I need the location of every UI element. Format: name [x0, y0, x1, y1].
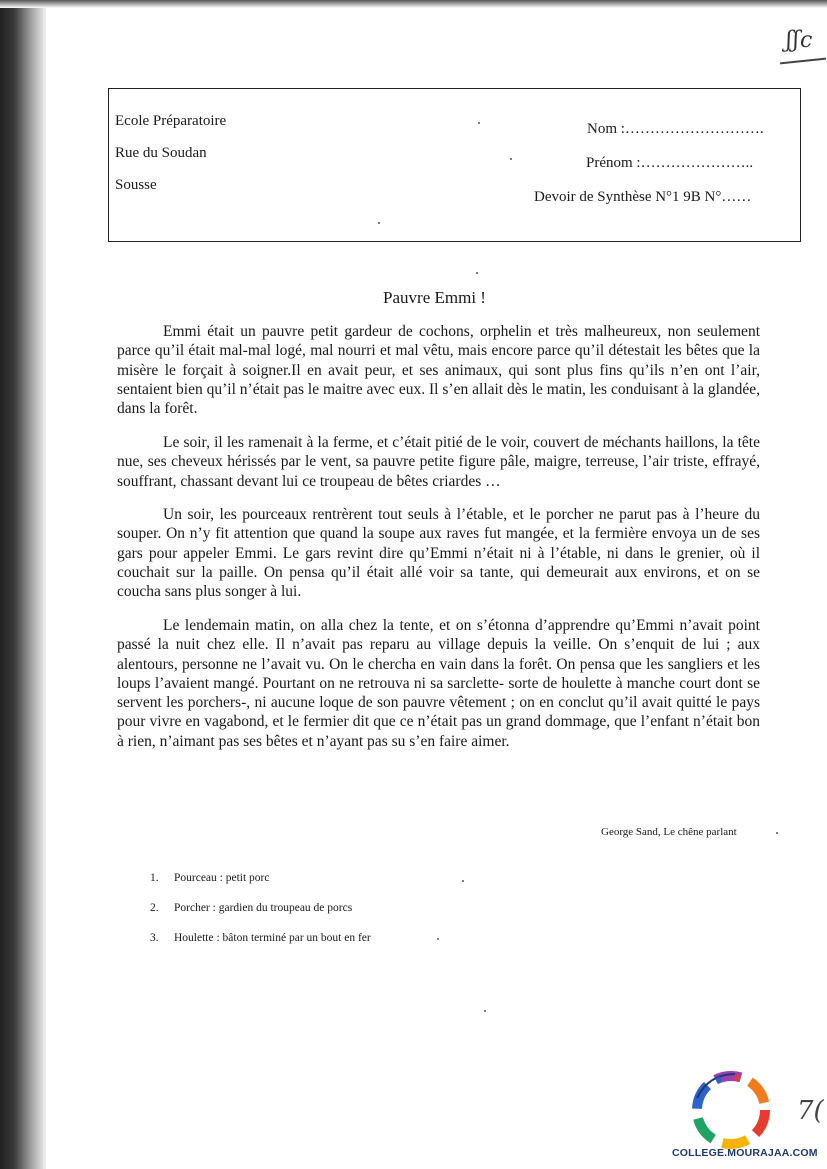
school-city: Sousse	[115, 177, 157, 193]
first-name-field-label: Prénom :…………………..	[586, 155, 754, 171]
note-number: 2.	[150, 902, 159, 914]
school-street: Rue du Soudan	[115, 145, 207, 161]
margin-handwriting: 7(	[797, 1096, 824, 1126]
source-citation: George Sand, Le chêne parlant	[601, 826, 737, 838]
site-logo-icon	[689, 1068, 773, 1152]
scan-speck	[437, 938, 439, 940]
scan-speck	[378, 222, 380, 224]
paragraph-4: Le lendemain matin, on alla chez la tente, et on s’étonna d’apprendre qu’Emmi n’avait point passé la nuit chez elle. Il n’avait pas reparu au village depuis la veille. On s’enquit de lui ; aux alentours, personne ne l’avait vu. On le chercha en vain dans la forêt. On pensa que les sangliers et les loups l’avaient mangé. Pourtant on ne retrouva ni sa sarclette- sorte de houlette à manche court dont se servent les porchers-, ni aucune loque de son pauvre vêtement ; on en conclut qu’il avait quitté le pays pour vivre en vagabond, et le fermier dit que ce n’était pas un grand dommage, que l’enfant n’était bon à rien, n’aimant pas ses bêtes et n’ayant pas su s’en faire aimer.	[117, 617, 760, 750]
scan-speck	[510, 158, 512, 160]
scan-shadow-left	[0, 0, 46, 1169]
note-number: 3.	[150, 932, 159, 944]
handwritten-mark: ʃʃc	[786, 28, 814, 53]
note-text: Pourceau : petit porc	[174, 872, 270, 884]
exam-title: Devoir de Synthèse N°1 9B N°……	[534, 189, 752, 205]
scan-speck	[776, 832, 778, 834]
scan-shadow-top	[0, 0, 827, 8]
name-field-label: Nom :……………………….	[587, 121, 764, 137]
text-title: Pauvre Emmi !	[383, 288, 486, 307]
note-text: Porcher : gardien du troupeau de porcs	[174, 902, 353, 914]
paragraph-2: Le soir, il les ramenait à la ferme, et c’était pitié de le voir, couvert de méchants haillons, la tête nue, ses cheveux hérissés par le vent, sa pauvre petite figure pâle, maigre, terreuse, l’air triste, effrayé, souffrant, chassant devant lui ce troupeau de bêtes criardes …	[117, 434, 760, 490]
school-name: Ecole Préparatoire	[115, 113, 227, 129]
header-box	[108, 88, 801, 242]
note-item	[150, 932, 371, 962]
note-text: Houlette : bâton terminé par un bout en fer	[174, 932, 371, 944]
scan-speck	[476, 272, 478, 274]
note-number: 1.	[150, 872, 159, 884]
note-item	[150, 902, 371, 932]
paragraph-3: Un soir, les pourceaux rentrèrent tout seuls à l’étable, et le porcher ne parut pas à l’heure du souper. On n’y fit attention que quand la soupe aux raves fut mangée, et la fermière envoya un de ses gars pour appeler Emmi. Le gars revint dire qu’Emmi n’était ni à l’étable, ni dans le grenier, où il couchait sur la paille. On pensa qu’il était allé voir sa tante, qui demeurait aux environs, et on se coucha sans plus songer à lui.	[117, 506, 760, 601]
paragraph-1: Emmi était un pauvre petit gardeur de cochons, orphelin et très malheureux, non seulement parce qu’il était mal-mal logé, mal nourri et mal vêtu, mais encore parce qu’il détestait les bêtes que la misère le forçait à soigner.Il en avait peur, et ses animaux, qui sont plus fins qu’ils n’en ont l’air, sentaient bien qu’il n’était pas le maitre avec eux. Il s’en allait dès le matin, les conduisant à la glandée, dans la forêt.	[117, 323, 760, 418]
vocabulary-notes	[150, 872, 371, 962]
scan-speck	[478, 122, 480, 124]
handwritten-underline	[780, 58, 826, 65]
scan-speck	[462, 880, 464, 882]
site-url: COLLEGE.MOURAJAA.COM	[672, 1147, 818, 1159]
note-item	[150, 872, 371, 902]
scan-speck	[484, 1010, 486, 1012]
